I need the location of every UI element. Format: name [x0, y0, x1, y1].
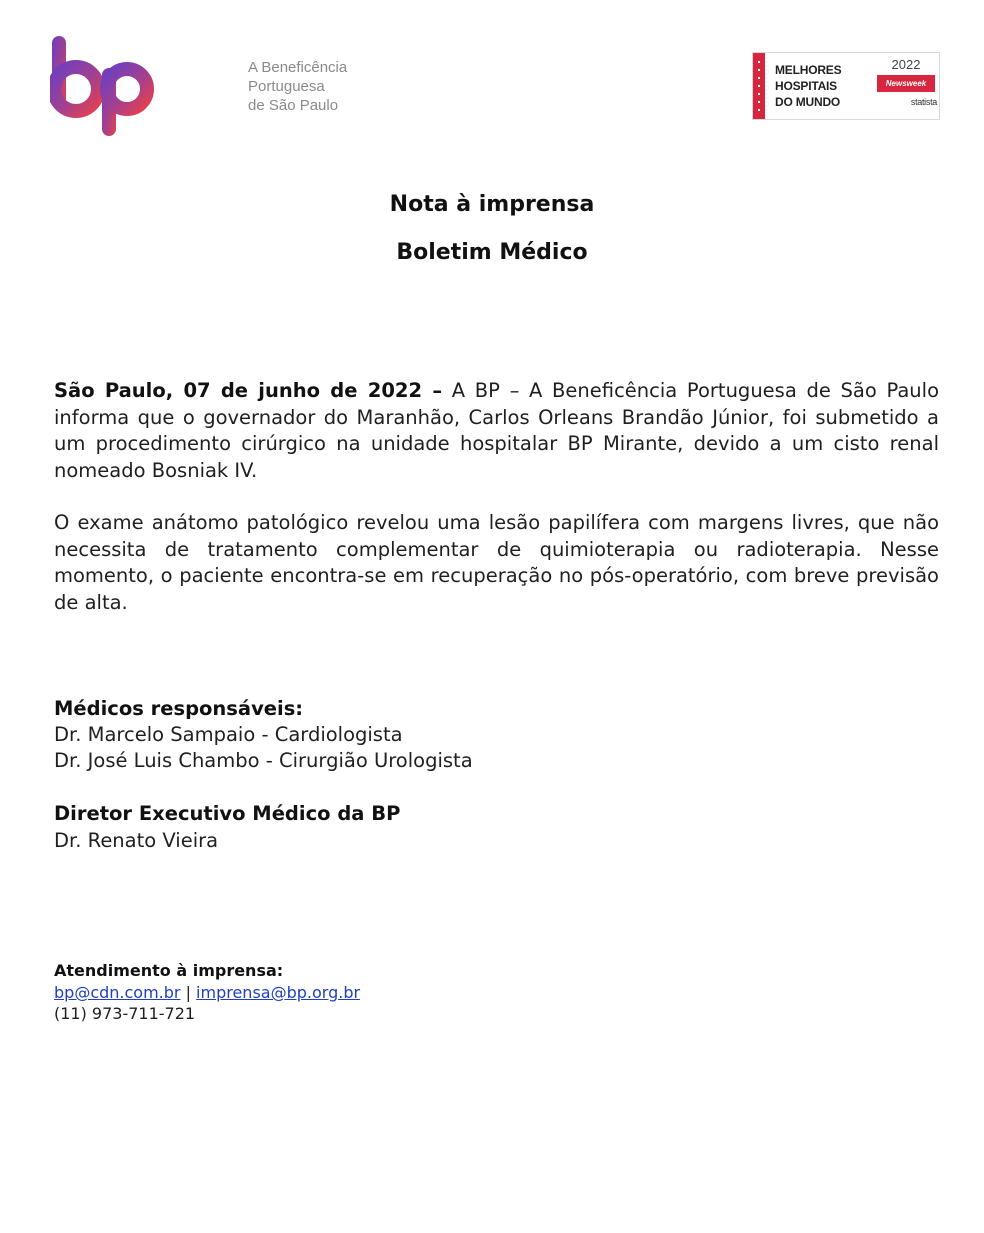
page-subtitle: Boletim Médico: [396, 240, 588, 265]
paragraph-1-text: A BP – A Beneficência Portuguesa de São Paulo informa que o governador do Maranhão, Carlos Orleans Brandão Júnior, foi submetido a um procedimento cirúrgico na unidade hospitalar BP Mirante, devido a um cisto renal nomeado Bosniak IV.: [54, 379, 939, 482]
award-year: 2022: [891, 57, 921, 72]
brand-line: Portuguesa: [248, 78, 325, 95]
dateline: São Paulo, 07 de junho de 2022 –: [54, 379, 443, 402]
award-title: MELHORES HOSPITAIS DO MUNDO: [775, 63, 842, 109]
bp-logo-icon: [50, 34, 154, 138]
brand-line: A Beneficência: [248, 59, 348, 76]
brand-name: [248, 58, 347, 115]
email-link-2[interactable]: imprensa@bp.org.br: [196, 983, 361, 1002]
press-emails: [54, 983, 360, 1002]
award-badge: [752, 52, 940, 120]
director-heading: Diretor Executivo Médico da BP: [54, 802, 401, 825]
email-link-1[interactable]: bp@cdn.com.br: [54, 983, 181, 1002]
doctor-item: Dr. Marcelo Sampaio - Cardiologista: [54, 723, 403, 746]
director-name: Dr. Renato Vieira: [54, 829, 219, 852]
award-strip: [753, 53, 765, 119]
page-title: Nota à imprensa: [389, 192, 595, 217]
paragraph-1: [54, 378, 939, 484]
press-heading: Atendimento à imprensa:: [54, 961, 284, 980]
doctor-item: Dr. José Luis Chambo - Cirurgião Urologista: [54, 749, 473, 772]
doctors-heading: Médicos responsáveis:: [54, 697, 304, 720]
brand-line: de São Paulo: [248, 97, 339, 114]
newsweek-logo: Newsweek: [877, 75, 935, 92]
paragraph-2: O exame anátomo patológico revelou uma lesão papilífera com margens livres, que não necessita de tratamento complementar de quimioterapia ou radioterapia. Nesse momento, o paciente encontra-se em recuperação no pós-operatório, com breve previsão de alta.: [54, 511, 939, 614]
statista-logo: statista: [910, 97, 937, 107]
press-phone: (11) 973-711-721: [54, 1004, 196, 1023]
email-separator: |: [180, 983, 197, 1002]
